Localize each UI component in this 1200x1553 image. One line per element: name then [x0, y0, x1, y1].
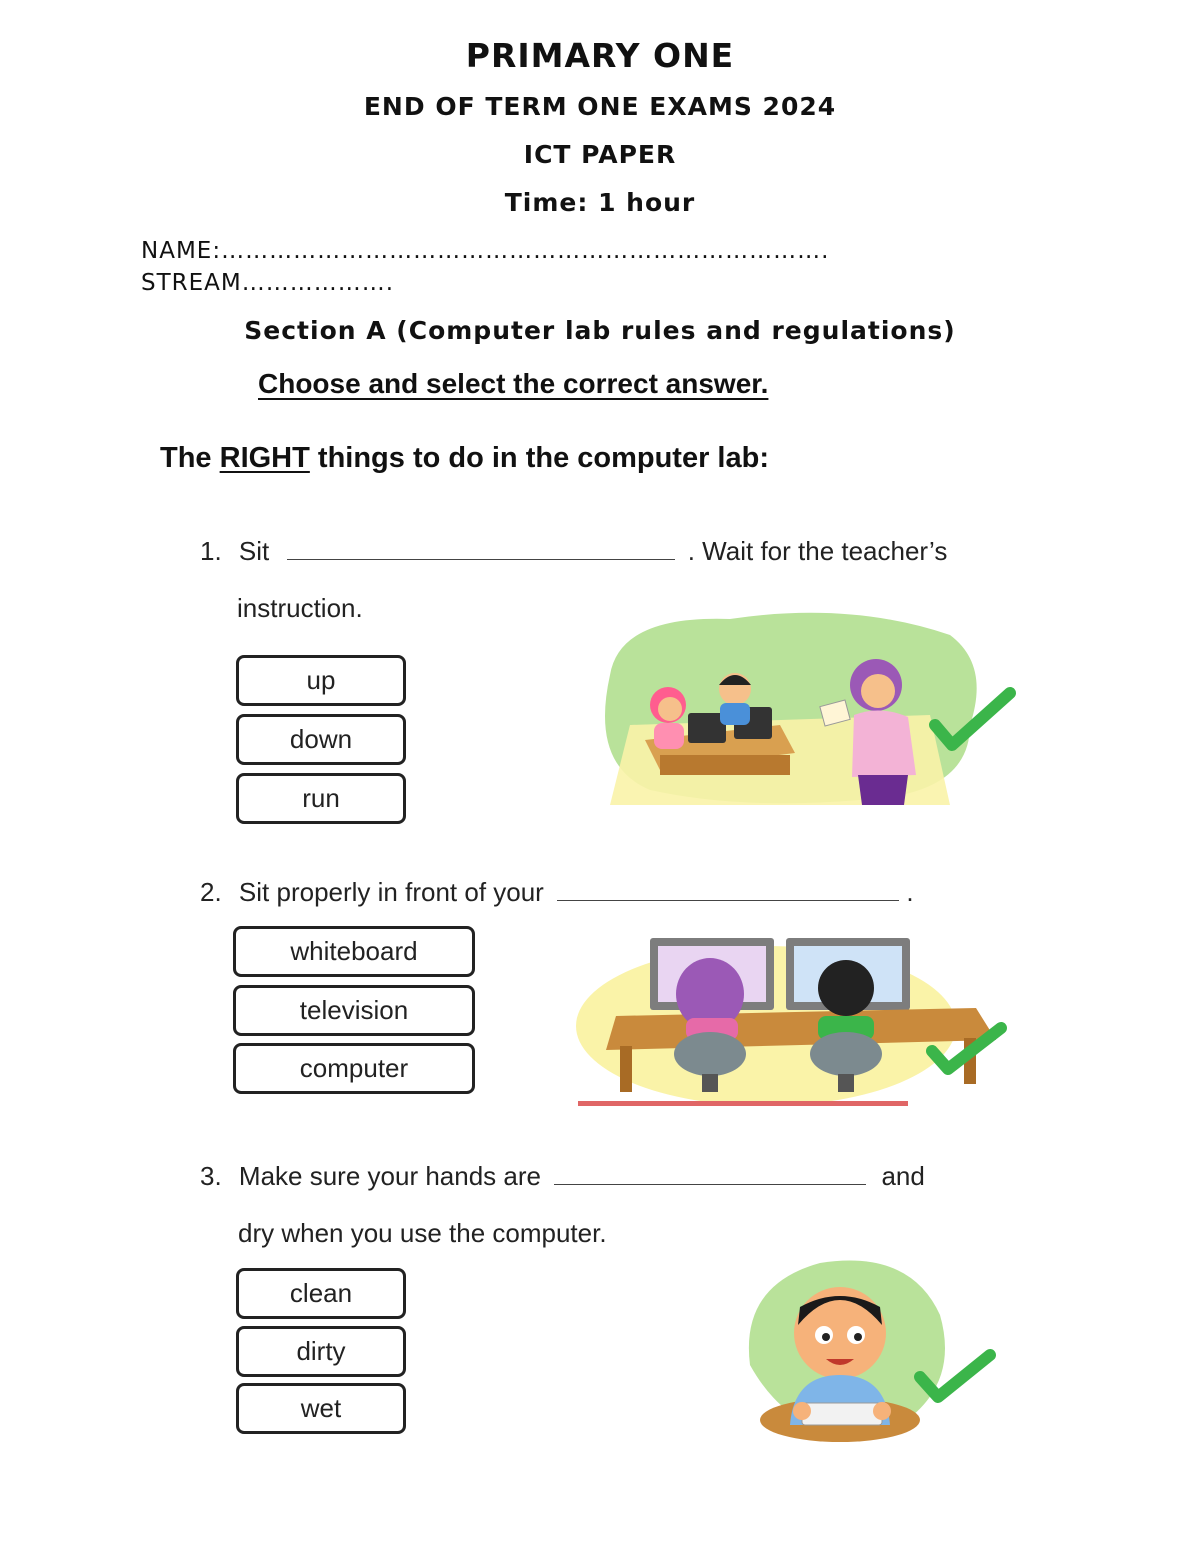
option-whiteboard[interactable]: whiteboard: [233, 926, 475, 977]
students-at-computers-illustration: [576, 936, 1006, 1111]
option-computer[interactable]: computer: [233, 1043, 475, 1094]
option-down[interactable]: down: [236, 714, 406, 765]
section-intro: [160, 442, 769, 475]
exam-title: END OF TERM ONE EXAMS 2024: [363, 92, 837, 121]
question-text-after: and: [881, 1161, 925, 1191]
option-dirty[interactable]: dirty: [236, 1326, 406, 1377]
option-run[interactable]: run: [236, 773, 406, 824]
answer-blank[interactable]: [287, 537, 675, 560]
question-number: 1.: [200, 536, 222, 566]
intro-prefix: The: [160, 442, 212, 474]
option-wet[interactable]: wet: [236, 1383, 406, 1434]
exam-time: Time: 1 hour: [504, 188, 696, 217]
question-line2: instruction.: [237, 593, 363, 623]
page-title: PRIMARY ONE: [465, 36, 735, 75]
question-line2: dry when you use the computer.: [238, 1218, 607, 1248]
question-text-after: .: [906, 877, 914, 907]
answer-blank[interactable]: [557, 878, 899, 901]
option-television[interactable]: television: [233, 985, 475, 1036]
instruction: Choose and select the correct answer.: [258, 368, 769, 399]
question-1: [200, 536, 947, 567]
question-text-before: Make sure your hands are: [238, 1161, 541, 1191]
question-2: [200, 877, 914, 908]
stream-field: STREAM……………….: [141, 270, 395, 296]
answer-blank[interactable]: [554, 1162, 866, 1185]
option-clean[interactable]: clean: [236, 1268, 406, 1319]
intro-suffix: things to do in the computer lab:: [317, 442, 769, 474]
question-number: 3.: [200, 1161, 222, 1191]
name-field: NAME:………………………………………………………………….: [141, 238, 830, 264]
question-number: 2.: [200, 877, 222, 907]
question-text-before: Sit properly in front of your: [238, 877, 544, 907]
section-title: Section A (Computer lab rules and regulations): [244, 316, 956, 345]
boy-typing-illustration: [740, 1255, 1000, 1450]
question-3: [200, 1161, 925, 1192]
students-listening-illustration: [590, 605, 1020, 815]
question-text-after: . Wait for the teacher’s: [687, 536, 948, 566]
question-text-before: Sit: [238, 536, 270, 566]
intro-emphasis: RIGHT: [219, 442, 310, 474]
paper-title: ICT PAPER: [523, 140, 677, 169]
option-up[interactable]: up: [236, 655, 406, 706]
